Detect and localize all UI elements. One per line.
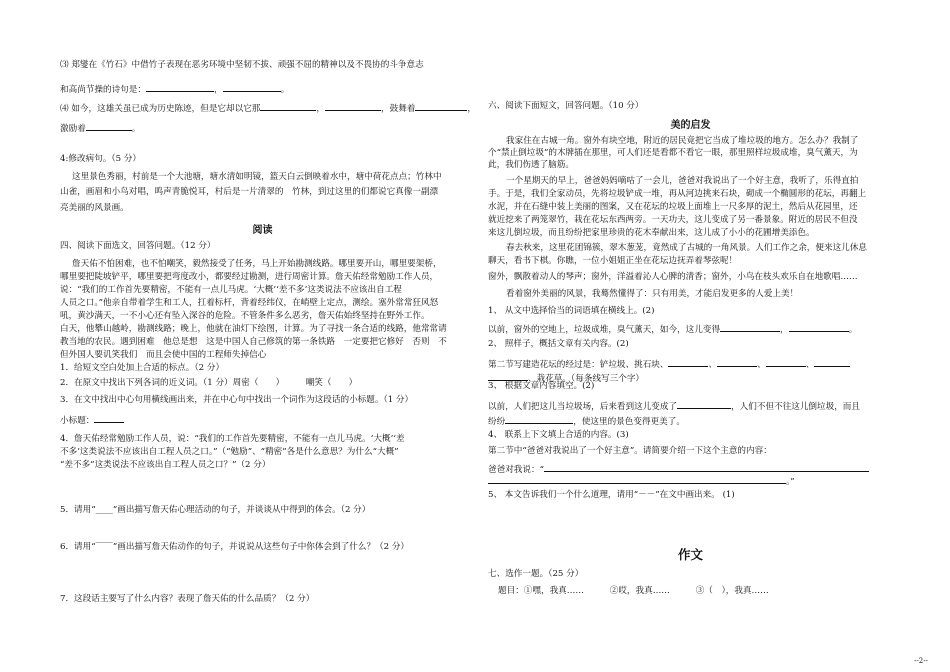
correction-para-line2: 山雀，画眉和小鸟对唱，鸣声青脆悦耳，村后是一片清翠的 竹林，到过这里的们都说它真像一副漂 — [60, 187, 439, 197]
answer-blank[interactable] — [677, 399, 731, 409]
story-line: 此，我们伤透了脑筋。 — [488, 160, 574, 170]
r-question-3-fill2 — [488, 414, 685, 428]
question-7: 7．这段话主要写了什么内容？表现了詹天佑的什么品质？（2 分） — [60, 594, 315, 604]
correction-para-line1: 这里景色秀丽，村前是一个大池塘，塘水清如明镜，篮天白云倒映着水中，塘中荷花点点；竹林中 — [72, 172, 442, 182]
q4-fill-mid: ，鼓舞着 — [381, 104, 416, 114]
subtitle-label: 小标题： — [60, 416, 95, 426]
q3-poem-line2: 和高尚节操的诗句是： ， 。 — [60, 82, 289, 96]
essay-topics: 题目：①嘿，我真…… ②哎，我真…… ③（ ），我真…… — [498, 586, 769, 596]
story-line: 来这儿倒垃圾，而且纷纷把家里珍贵的花木奉献出来，这儿成了小小的花圃增美添色。 — [488, 228, 815, 238]
answer-blank[interactable] — [325, 101, 381, 111]
answer-blank[interactable] — [260, 101, 316, 111]
r-q3-fill-text1: 以前，人们把这儿当垃圾场，后来看到这儿变成了 — [488, 402, 678, 412]
passage-line: 说：“我们的工作首先要精密，不能有一点儿马虎。‘大概’‘差不多’这类说法不应该出自工程 — [60, 285, 402, 295]
answer-blank[interactable] — [544, 462, 869, 472]
answer-blank[interactable] — [488, 474, 786, 484]
r-question-4: 4、 联系上下文填上合适的内容。(3) — [488, 430, 629, 440]
answer-blank[interactable] — [505, 414, 573, 424]
answer-blank[interactable] — [146, 82, 214, 92]
answer-blank[interactable] — [789, 322, 849, 332]
correction-para-line3: 亮美丽的风景画。 — [60, 203, 129, 213]
story-line: 窗外，飘散着动人的琴声；窗外，洋溢着沁人心脾的清香；窗外，小鸟在枝头欢乐自在地歌唱…… — [488, 272, 858, 282]
passage-line: 白天，他攀山越岭，勘测线路；晚上，他就在油灯下绘图，计算。为了寻找一条合适的线路，他常常请 — [60, 324, 447, 334]
question-6: 6．请用“‾‾‾‾”画出描写詹天佑动作的句子，并说说从这些句子中你体会到了什么？（2 分） — [60, 542, 410, 552]
question-5: 5．请用“____”画出描写詹天佑心理活动的句子，并谈谈从中得到的体会。（2 分） — [60, 505, 371, 515]
q3-poem-label: 和高尚节操的诗句是： — [60, 85, 146, 95]
story-line: 春去秋来，这里花团锦簇，翠木葱茏，竟然成了古城的一角风景。人们工作之余，便来这儿休息 — [506, 243, 867, 253]
r-q3-fill-text3: 纷纷 — [488, 417, 506, 427]
passage-line: 教当地的农民。遇到困难 他总是想 这是中国人自己修筑的第一条铁路 一定要把它修好 否则 不 — [60, 337, 447, 347]
r-q1-fill-text: 以前，窗外的空地上，垃圾成堆，臭气薰天，如今，这儿变得 — [488, 325, 721, 335]
answer-blank[interactable] — [814, 357, 850, 367]
story-line: 水泥，并在石缝中装上美丽的图案，又在花坛的垃圾上面堆上一尺多厚的泥土，然后从花园里，还 — [488, 202, 858, 212]
r-question-4-said2 — [488, 474, 795, 488]
q4-fill-line2: 激励着 。 — [60, 121, 140, 135]
r-question-2-fill: 第二节写建造花坛的经过是：铲垃圾、挑石块、 、 、 、 — [488, 357, 850, 371]
r-q3-fill-text2: ，人们不但不往这儿倒垃圾，而且 — [731, 402, 860, 412]
story-line: 看着窗外美丽的风景，我蓦然懂得了：只有用美，才能启发更多的人爱上美！ — [506, 289, 799, 299]
r-question-2: 2、 照样子，概括文章有关内容。(2) — [488, 339, 629, 349]
question-3-subtitle — [60, 413, 124, 427]
passage-line: 詹天佑不怕困难，也不怕嘲笑，毅然接受了任务，马上开始勘测线路。哪里要开山，哪里要架桥， — [72, 259, 442, 269]
answer-blank[interactable] — [720, 322, 780, 332]
r-question-1-fill: 以前，窗外的空地上，垃圾成堆，臭气薰天，如今，这儿变得 ， 。 — [488, 322, 857, 336]
r-q2-fill-text: 第二节写建造花坛的经过是：铲垃圾、挑石块、 — [488, 360, 669, 370]
r-question-5: 5、 本文告诉我们一个什么道理，请用“－－”在文中画出来。 (1) — [488, 490, 735, 500]
answer-blank[interactable] — [223, 82, 281, 92]
r-question-4-fill: 第二节中“爸爸对我说出了一个好主意”。请简要介绍一下这个主意的内容： — [488, 446, 772, 456]
answer-blank[interactable] — [94, 413, 124, 423]
question-1: 1．给短文空白处加上合适的标点。（2 分） — [60, 363, 225, 373]
passage-line: 但外国人要讥笑我们 而且会使中国的工程师失掉信心 — [60, 350, 267, 360]
q4-fill-label: ⑷ 如今，这雄关虽已成为历史陈迹，但是它却以它那 — [60, 104, 261, 114]
section4-title: 四、阅读下面选文，回答问题。（12 分） — [60, 241, 216, 251]
answer-blank[interactable] — [668, 357, 708, 367]
answer-blank[interactable] — [86, 121, 132, 131]
story-line: 就近挖来了两笼翠竹，栽在花坛东西两旁。一天功夫，这儿变成了另一番景象。附近的居民不但没 — [488, 215, 858, 225]
sentence-correction-title: 4:修改病句。（5 分） — [60, 154, 142, 164]
question-2: 2．在原文中找出下列各词的近义词。（1 分）周密（ ） 嘲笑（ ） — [60, 378, 358, 388]
story-line: 聊天，看书下棋。你瞧，一位小姐姐正坐在花坛边抚弄着琴弦呢！ — [488, 256, 738, 266]
section6-title: 六、阅读下面短文，回答问题。（10 分） — [488, 101, 644, 111]
section7-title: 七、选作一题。（25 分） — [488, 569, 584, 579]
r-q3-fill-text4: ，使这里的景色变得更美了。 — [573, 417, 685, 427]
q3-poem-line1: ⑶ 郑燮在《竹石》中借竹子表现在恶劣环境中坚韧不拔、顽强不屈的精神以及不畏协的斗争意志 — [60, 60, 424, 70]
q4-fill-label2: 激励着 — [60, 124, 86, 134]
r-question-3-fill1 — [488, 399, 860, 413]
r-question-3: 3、 根据文章内容填空。(2) — [488, 381, 595, 391]
question-3: 3．在文中找出中心句用横线画出来，并在中心句中找出一个词作为这段话的小标题。（1 分） — [60, 395, 414, 405]
passage-line: 哪里要把陡坡铲平，哪里要把弯度改小，都要经过勘测，进行周密计算。詹天佑经常勉励工作人员， — [60, 272, 439, 282]
passage-line: 人员之口。”他亲自带着学生和工人，扛着标杆，背着经纬仪，在峭壁上定点，测绘。塞外常常狂风怒 — [60, 298, 439, 308]
answer-blank[interactable] — [488, 371, 528, 381]
page-number: --2-- — [914, 657, 928, 665]
q4-fill-line1: ⑷ 如今，这雄关虽已成为历史陈迹，但是它却以它那 ， ，鼓舞着 ， — [60, 101, 476, 115]
answer-blank[interactable] — [717, 357, 757, 367]
story-line: 我家住在古城一角。窗外有块空地，附近的居民竟把它当成了堆垃圾的地方。怎么办？我制了 — [506, 136, 859, 146]
story-title: 美的启发 — [670, 120, 711, 131]
question-4-line2: 不多’这类说法不应该出自工程人员之口。”（“勉励”、“精密”各是什么意思？为什么“大概” — [60, 447, 399, 457]
essay-heading: 作文 — [677, 547, 703, 562]
passage-line: 吼，黄沙满天，一不小心还有坠入深谷的危险。不管条件多么恶劣，詹天佑始终坚持在野外工作。 — [60, 311, 430, 321]
question-4-line3: “差不多”这类说法不应该出自工程人员之口？”（2 分） — [60, 460, 271, 470]
r-q2-fill2-text: 、栽花草。（每条线写三个字） — [528, 374, 645, 384]
r-q4-said-text: 爸爸对我说：“ — [488, 465, 544, 475]
story-line: 一个星期天的早上，爸爸妈妈嘀咕了一会儿，爸爸对我说出了一个好主意，我听了，乐得直拍 — [506, 176, 859, 186]
reading-heading: 阅读 — [252, 225, 273, 236]
answer-blank[interactable] — [766, 357, 806, 367]
answer-blank[interactable] — [415, 101, 467, 111]
question-4-line1: 4．詹天佑经常勉励工作人员，说：“我们的工作首先要精密，不能有一点儿马虎。‘大概’‘差 — [60, 434, 405, 444]
r-q4-end: 。” — [786, 477, 795, 487]
r-question-1: 1、 从文中选择恰当的词语填在横线上。(2) — [488, 306, 655, 316]
story-line: 个“禁止倒垃圾”的木牌插在那里，可人们还是看都不看它一眼，那里照样垃圾成堆，臭气薰天，为 — [488, 148, 858, 158]
story-line: 手。于是，我们全家动员，先将垃圾铲成一堆，再从河边挑来石块，砌成一个椭圆形的花坛，再翻上 — [488, 189, 867, 199]
